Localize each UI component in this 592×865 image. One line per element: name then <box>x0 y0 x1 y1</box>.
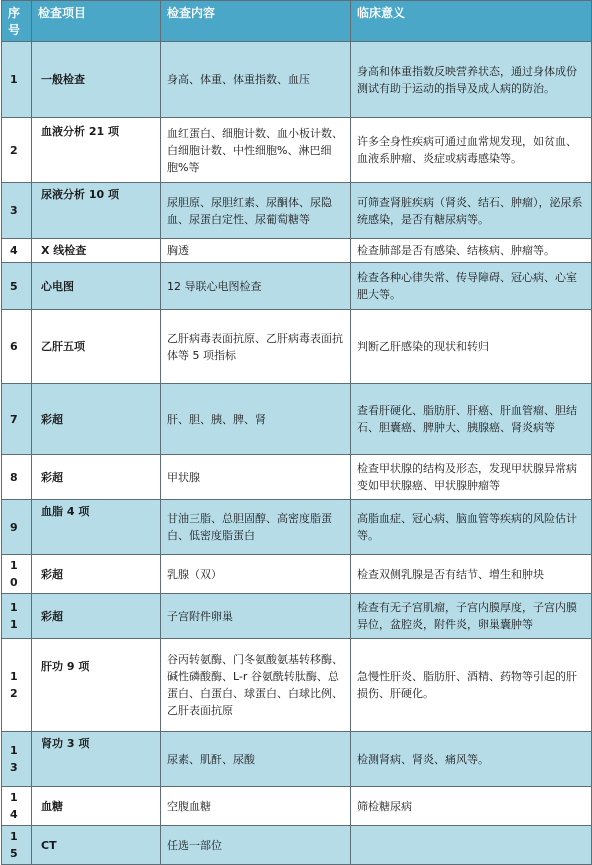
row-significance: 判断乙肝感染的现状和转归 <box>351 310 592 384</box>
row-no: 10 <box>2 555 32 594</box>
row-no: 9 <box>2 500 32 555</box>
table-row <box>2 787 592 826</box>
row-content: 甘油三脂、总胆固醇、高密度脂蛋白、低密度脂蛋白 <box>161 500 351 555</box>
row-no: 12 <box>2 639 32 732</box>
row-content: 空腹血糖 <box>161 787 351 826</box>
exam-table <box>1 0 592 865</box>
row-significance: 急慢性肝炎、脂肪肝、酒精、药物等引起的肝损伤、肝硬化。 <box>351 639 592 732</box>
row-item: X 线检查 <box>32 239 161 263</box>
table-row <box>2 555 592 594</box>
row-significance: 高脂血症、冠心病、脑血管等疾病的风险估计等。 <box>351 500 592 555</box>
row-content: 12 导联心电图检查 <box>161 263 351 310</box>
row-item: 血脂 4 项 <box>32 500 161 555</box>
table-row <box>2 118 592 183</box>
table-header-row <box>2 1 592 42</box>
row-item: 彩超 <box>32 594 161 639</box>
row-no: 8 <box>2 455 32 500</box>
row-no: 1 <box>2 42 32 118</box>
row-significance <box>351 826 592 865</box>
row-content: 肝、胆、胰、脾、肾 <box>161 384 351 455</box>
row-item: 一般检查 <box>32 42 161 118</box>
row-item: 血液分析 21 项 <box>32 118 161 183</box>
row-significance: 许多全身性疾病可通过血常规发现，如贫血、血液系肿瘤、炎症或病毒感染等。 <box>351 118 592 183</box>
table-row <box>2 594 592 639</box>
header-no: 序号 <box>2 1 32 42</box>
header-significance: 临床意义 <box>351 1 592 42</box>
table-row <box>2 183 592 239</box>
row-content: 谷丙转氨酶、门冬氨酸氨基转移酶、碱性磷酸酶、L-r 谷氨酰转肽酶、总蛋白、白蛋白、球蛋白、白球比例、乙肝表面抗原 <box>161 639 351 732</box>
row-significance: 检查有无子宫肌瘤，子宫内膜厚度，子宫内膜异位，盆腔炎，附件炎，卵巢囊肿等 <box>351 594 592 639</box>
row-no: 7 <box>2 384 32 455</box>
row-content: 胸透 <box>161 239 351 263</box>
row-no: 5 <box>2 263 32 310</box>
row-item: 尿液分析 10 项 <box>32 183 161 239</box>
table-row <box>2 239 592 263</box>
row-item: 心电图 <box>32 263 161 310</box>
row-significance: 检查双侧乳腺是否有结节、增生和肿块 <box>351 555 592 594</box>
row-content: 尿素、肌酐、尿酸 <box>161 732 351 787</box>
table-row <box>2 455 592 500</box>
row-content: 血红蛋白、细胞计数、血小板计数、白细胞计数、中性细胞%、淋巴细胞%等 <box>161 118 351 183</box>
row-significance: 身高和体重指数反映营养状态，通过身体成份测试有助于运动的指导及成人病的防治。 <box>351 42 592 118</box>
header-content: 检查内容 <box>161 1 351 42</box>
table-row <box>2 732 592 787</box>
table-row <box>2 384 592 455</box>
row-item: 彩超 <box>32 455 161 500</box>
row-significance: 可筛查肾脏疾病（肾炎、结石、肿瘤），泌尿系统感染，是否有糖尿病等。 <box>351 183 592 239</box>
row-content: 任选一部位 <box>161 826 351 865</box>
row-content: 身高、体重、体重指数、血压 <box>161 42 351 118</box>
row-item: 血糖 <box>32 787 161 826</box>
row-no: 14 <box>2 787 32 826</box>
row-no: 4 <box>2 239 32 263</box>
row-no: 2 <box>2 118 32 183</box>
row-significance: 筛检糖尿病 <box>351 787 592 826</box>
table-row <box>2 826 592 865</box>
row-no: 15 <box>2 826 32 865</box>
row-no: 3 <box>2 183 32 239</box>
table-row <box>2 310 592 384</box>
row-content: 乙肝病毒表面抗原、乙肝病毒表面抗体等 5 项指标 <box>161 310 351 384</box>
row-item: 肝功 9 项 <box>32 639 161 732</box>
row-no: 6 <box>2 310 32 384</box>
row-content: 甲状腺 <box>161 455 351 500</box>
row-item: 乙肝五项 <box>32 310 161 384</box>
header-item: 检查项目 <box>32 1 161 42</box>
row-content: 乳腺（双） <box>161 555 351 594</box>
row-content: 尿胆原、尿胆红素、尿酮体、尿隐血、尿蛋白定性、尿葡萄糖等 <box>161 183 351 239</box>
row-significance: 检查甲状腺的结构及形态，发现甲状腺异常病变如甲状腺癌、甲状腺肿瘤等 <box>351 455 592 500</box>
row-content: 子宫附件卵巢 <box>161 594 351 639</box>
row-significance: 检测肾病、肾炎、痛风等。 <box>351 732 592 787</box>
row-item: 彩超 <box>32 384 161 455</box>
table-row <box>2 500 592 555</box>
row-item: CT <box>32 826 161 865</box>
row-item: 肾功 3 项 <box>32 732 161 787</box>
row-significance: 检查各种心律失常、传导障碍、冠心病、心室肥大等。 <box>351 263 592 310</box>
table-row <box>2 639 592 732</box>
row-significance: 检查肺部是否有感染、结核病、肿瘤等。 <box>351 239 592 263</box>
row-no: 13 <box>2 732 32 787</box>
table-row <box>2 263 592 310</box>
row-item: 彩超 <box>32 555 161 594</box>
row-no: 11 <box>2 594 32 639</box>
row-significance: 查看肝硬化、脂肪肝、肝癌、肝血管瘤、胆结石、胆囊癌、脾肿大、胰腺癌、肾炎病等 <box>351 384 592 455</box>
table-row <box>2 42 592 118</box>
